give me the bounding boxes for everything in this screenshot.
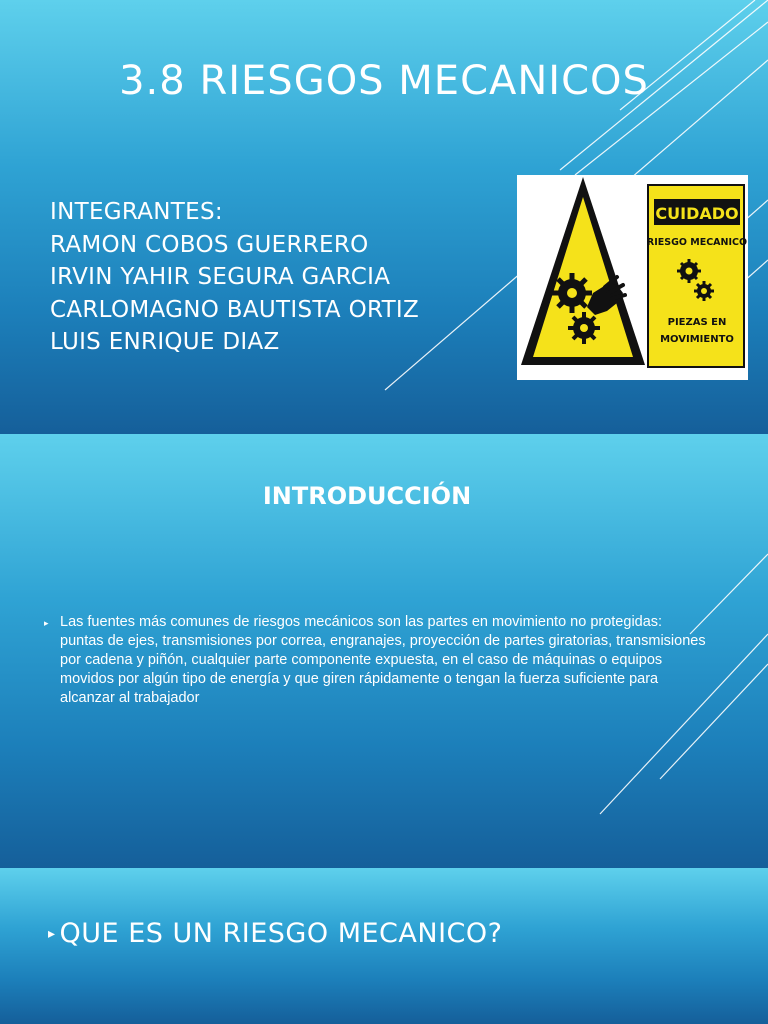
member-name: LUIS ENRIQUE DIAZ xyxy=(50,329,280,355)
member-name: RAMON COBOS GUERRERO xyxy=(50,231,369,258)
member-name: CARLOMAGNO BAUTISTA ORTIZ xyxy=(50,296,420,323)
section-title: INTRODUCCIÓN xyxy=(262,482,472,510)
bullet-icon: ▸ xyxy=(44,618,49,628)
sign-text-cuidado: CUIDADO xyxy=(655,204,739,223)
intro-text: Las fuentes más comunes de riesgos mecánicos son las partes en movimiento no protegidas: puntas de ejes, transmisiones por correa, engranajes, proyección de partes giratorias, transmisiones por cadena y piñón, cualquier parte componente expuesta, en el caso de máquinas o equipos movidos por algún tipo de energía y que giren rápidamente o tengan la fuerza suficiente para alcanzar al trabajador xyxy=(60,614,706,706)
question-heading xyxy=(48,918,502,949)
slide-2 xyxy=(0,434,768,868)
warning-sign-image xyxy=(517,175,748,380)
sign-text-movimiento: MOVIMIENTO xyxy=(660,334,734,345)
intro-paragraph xyxy=(46,613,706,708)
members-heading: INTEGRANTES: xyxy=(50,199,223,225)
slide-3 xyxy=(0,868,768,1024)
bullet-icon: ▸ xyxy=(48,926,56,942)
question-text: QUE ES UN RIESGO MECANICO? xyxy=(59,918,503,949)
member-name: IRVIN YAHIR SEGURA GARCIA xyxy=(50,264,391,290)
slide-title: 3.8 RIESGOS MECANICOS xyxy=(119,58,649,104)
sign-text-piezas: PIEZAS EN xyxy=(667,317,727,328)
slide-1 xyxy=(0,0,768,434)
caution-panel xyxy=(647,185,747,367)
sign-text-riesgo: RIESGO MECANICO xyxy=(646,237,748,248)
members-list xyxy=(50,196,419,359)
warning-triangle-icon xyxy=(521,177,645,365)
